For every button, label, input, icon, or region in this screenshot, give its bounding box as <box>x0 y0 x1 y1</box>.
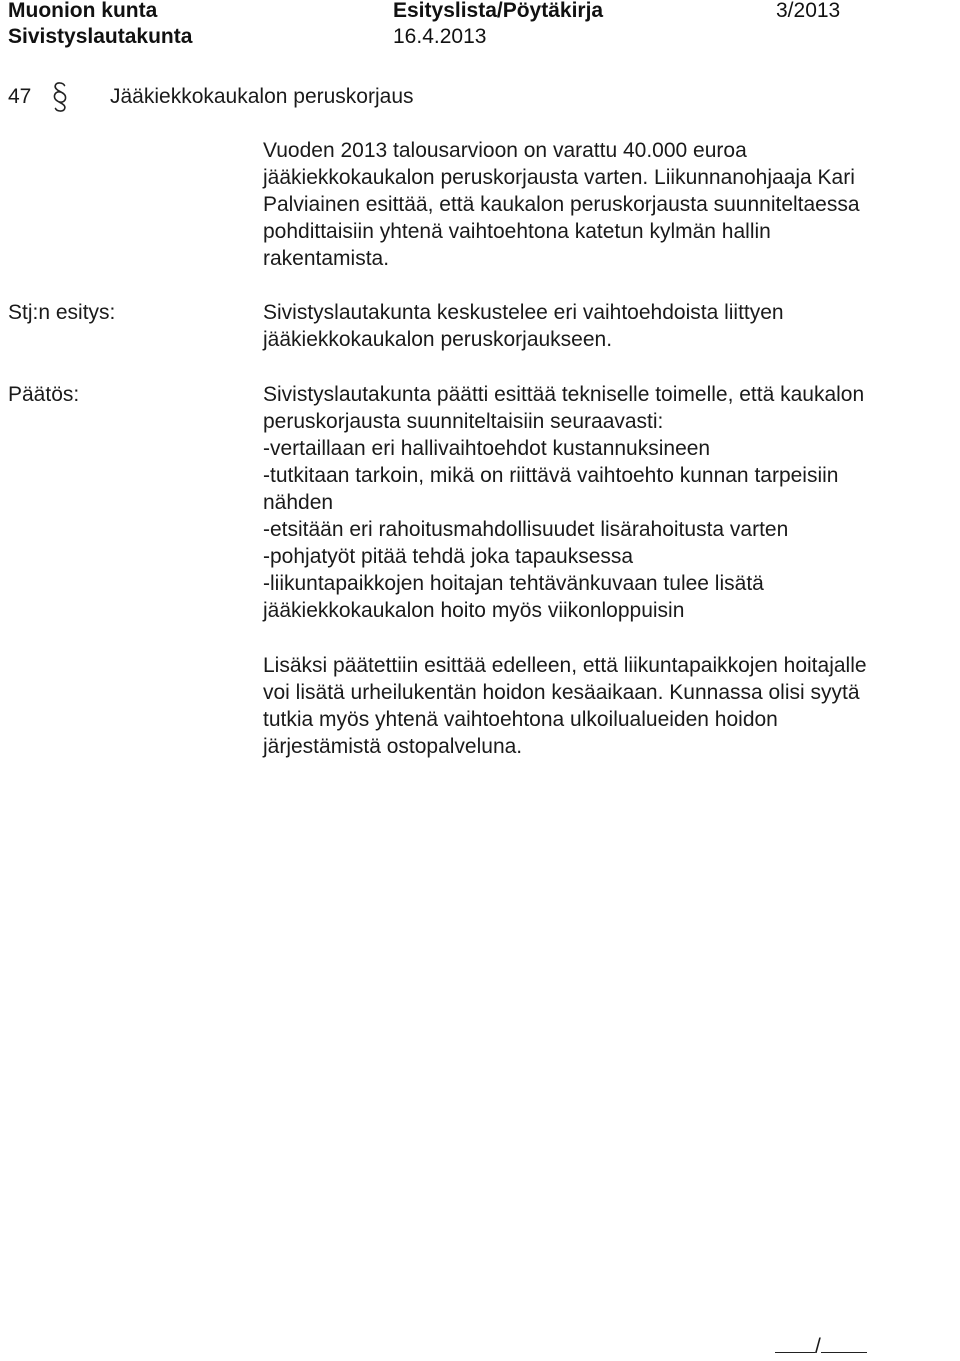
section-sign-icon <box>49 80 71 114</box>
signature-separator: / <box>815 1335 821 1358</box>
section-number: 47 <box>8 85 32 108</box>
document-type: Esityslista/Pöytäkirja <box>393 0 604 22</box>
additional-decision-line: järjestämistä ostopalveluna. <box>263 735 523 758</box>
decision-line: Sivistyslautakunta päätti esittää tekniselle toimelle, että kaukalon <box>263 383 865 406</box>
meeting-date: 16.4.2013 <box>393 25 487 48</box>
decision-line: -vertaillaan eri hallivaihtoehdot kustannuksineen <box>263 437 711 460</box>
municipality-name: Muonion kunta <box>8 0 158 22</box>
intro-line: jääkiekkokaukalon peruskorjausta varten. Liikunnanohjaaja Kari <box>263 166 855 189</box>
decision-label: Päätös: <box>8 383 80 406</box>
decision-line: jääkiekkokaukalon hoito myös viikonloppuisin <box>263 599 685 622</box>
decision-line: nähden <box>263 491 334 514</box>
intro-line: Vuoden 2013 talousarvioon on varattu 40.000 euroa <box>263 139 747 162</box>
additional-decision-line: Lisäksi päätettiin esittää edelleen, että liikuntapaikkojen hoitajalle <box>263 654 867 677</box>
decision-paragraph <box>263 381 953 624</box>
signature-blank-right <box>821 1334 867 1353</box>
additional-decision-line: voi lisätä urheilukentän hoidon kesäaikaan. Kunnassa olisi syytä <box>263 681 860 704</box>
proposal-line: Sivistyslautakunta keskustelee eri vaihtoehdoista liittyen <box>263 301 784 324</box>
decision-line: -etsitään eri rahoitusmahdollisuudet lisärahoitusta varten <box>263 518 789 541</box>
additional-decision-paragraph <box>263 652 953 760</box>
intro-paragraph <box>263 137 953 272</box>
proposal-label: Stj:n esitys: <box>8 301 116 324</box>
committee-name: Sivistyslautakunta <box>8 25 193 48</box>
intro-line: Palviainen esittää, että kaukalon peruskorjausta suunniteltaessa <box>263 193 860 216</box>
intro-line: rakentamista. <box>263 247 390 270</box>
section-title: Jääkiekkokaukalon peruskorjaus <box>110 85 414 108</box>
meeting-number: 3/2013 <box>776 0 841 22</box>
decision-line: -liikuntapaikkojen hoitajan tehtävänkuvaan tulee lisätä <box>263 572 764 595</box>
additional-decision-line: tutkia myös yhtenä vaihtoehtona ulkoilualueiden hoidon <box>263 708 778 731</box>
decision-line: peruskorjausta suunniteltaisiin seuraavasti: <box>263 410 664 433</box>
signature-line <box>775 1334 867 1360</box>
proposal-paragraph <box>263 299 953 353</box>
intro-line: pohdittaisiin yhtenä vaihtoehtona katetun kylmän hallin <box>263 220 771 243</box>
decision-line: -pohjatyöt pitää tehdä joka tapauksessa <box>263 545 634 568</box>
proposal-line: jääkiekkokaukalon peruskorjaukseen. <box>263 328 613 351</box>
signature-blank-left <box>775 1334 815 1353</box>
decision-line: -tutkitaan tarkoin, mikä on riittävä vaihtoehto kunnan tarpeisiin <box>263 464 839 487</box>
